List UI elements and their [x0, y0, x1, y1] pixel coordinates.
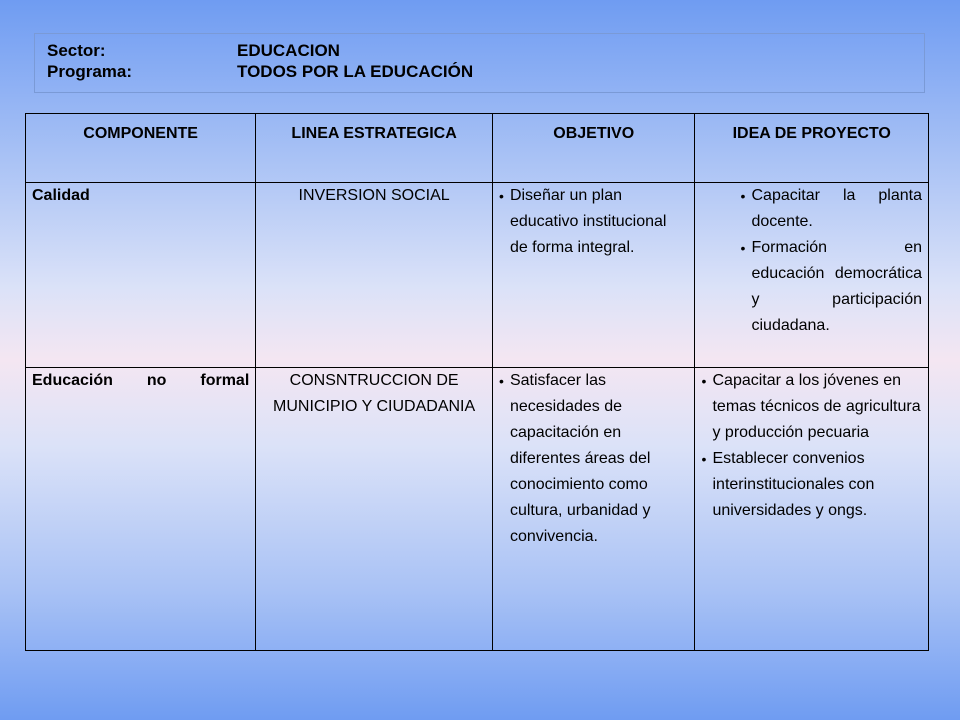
list-item: • Capacitar a los jóvenes en temas técnicos de agricultura y producción pecuaria [701, 368, 922, 446]
idea-cell [695, 368, 929, 651]
sector-header-box [34, 33, 925, 93]
bullet-icon: • [498, 188, 504, 204]
list-item: • Capacitar la planta docente. [740, 183, 922, 235]
list-item: • Diseñar un plan educativo institucional de forma integral. [499, 183, 689, 261]
column-header-linea: LINEA ESTRATEGICA [256, 114, 493, 183]
sector-value: EDUCACION [237, 41, 340, 60]
idea-cell [695, 183, 929, 368]
objetivo-cell [492, 368, 695, 651]
table-header-row [26, 114, 929, 183]
sector-label: Sector: [47, 41, 106, 60]
programa-row [47, 61, 924, 82]
programa-label: Programa: [47, 62, 133, 81]
objetivo-list [499, 368, 689, 550]
linea-cell: CONSNTRUCCION DE MUNICIPIO Y CIUDADANIA [256, 368, 493, 651]
idea-list [701, 368, 922, 524]
list-item: • Formación en educación democrática y participación ciudadana. [740, 235, 922, 339]
table-row [26, 183, 929, 368]
componente-cell: Calidad [26, 183, 256, 368]
objetivo-list [499, 183, 689, 261]
column-header-componente: COMPONENTE [26, 114, 256, 183]
linea-cell: INVERSION SOCIAL [256, 183, 493, 368]
project-table [25, 113, 929, 651]
column-header-objetivo: OBJETIVO [492, 114, 695, 183]
list-item: • Satisfacer las necesidades de capacitación en diferentes áreas del conocimiento como cultura, urbanidad y convivencia. [499, 368, 689, 550]
bullet-icon: • [701, 451, 707, 467]
sector-row [47, 40, 924, 61]
idea-list [740, 183, 922, 339]
bullet-icon: • [740, 240, 746, 256]
componente-cell: Educación no formal [26, 368, 256, 651]
list-item: • Establecer convenios interinstitucionales con universidades y ongs. [701, 446, 922, 524]
table-row [26, 368, 929, 651]
objetivo-cell [492, 183, 695, 368]
column-header-idea: IDEA DE PROYECTO [695, 114, 929, 183]
bullet-icon: • [498, 373, 504, 389]
bullet-icon: • [740, 188, 746, 204]
programa-value: TODOS POR LA EDUCACIÓN [237, 62, 474, 81]
bullet-icon: • [701, 373, 707, 389]
